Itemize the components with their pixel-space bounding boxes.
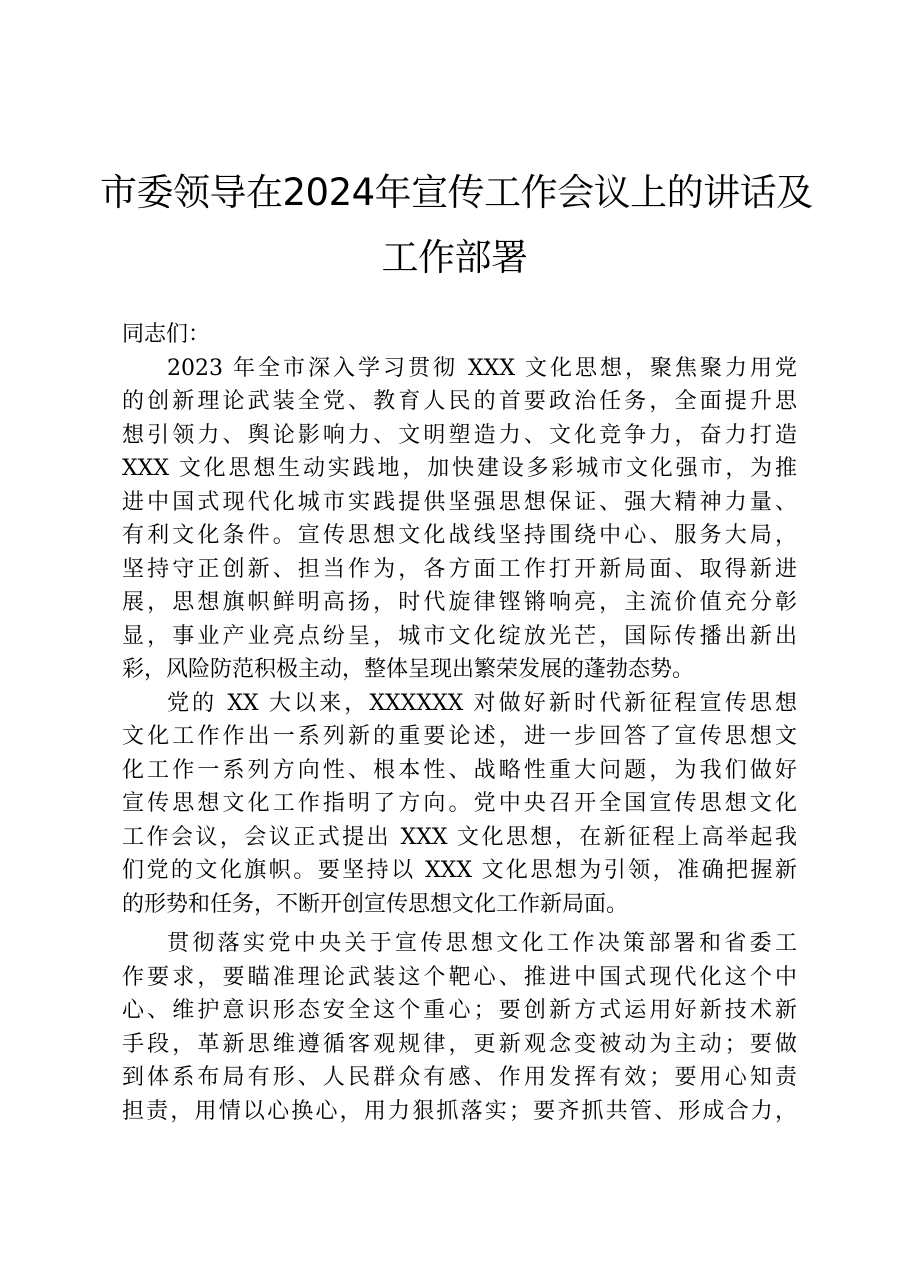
document-body <box>122 318 797 1128</box>
paragraph-line: 的形势和任务，不断开创宣传思想文化工作新局面。 <box>122 891 629 917</box>
paragraph-line: 党的 XX 大以来，XXXXXX 对做好新时代新征程宣传思想 <box>167 690 797 716</box>
paragraph-line: 贯彻落实党中央关于宣传思想文化工作决策部署和省委工 <box>167 931 797 956</box>
paragraph-2 <box>122 687 797 922</box>
document-title <box>100 160 813 290</box>
paragraph-line: 想引领力、舆论影响力、文明塑造力、文化竞争力，奋力打造 <box>122 422 797 448</box>
paragraph-line: 们党的文化旗帜。要坚持以 XXX 文化思想为引领，准确把握新 <box>122 858 797 883</box>
paragraph-line: 手段，革新思维遵循客观规律，更新观念变被动为主动；要做 <box>122 1031 797 1057</box>
title-line-2: 工作部署 <box>381 236 528 279</box>
paragraph-line: 进中国式现代化城市实践提供坚强思想保证、强大精神力量、 <box>122 489 797 515</box>
paragraph-line: 心、维护意识形态安全这个重心；要创新方式运用好新技术新 <box>122 998 797 1023</box>
paragraph-line: 显，事业产业亮点纷呈，城市文化绽放光芒，国际传播出新出 <box>122 623 797 649</box>
paragraph-line: XXX 文化思想生动实践地，加快建设多彩城市文化强市，为推 <box>122 456 797 481</box>
paragraph-line: 工作会议，会议正式提出 XXX 文化思想，在新征程上高举起我 <box>122 824 797 850</box>
paragraph-line: 2023 年全市深入学习贯彻 XXX 文化思想，聚焦聚力用党 <box>167 355 797 381</box>
paragraph-line: 彩，风险防范积极主动，整体呈现出繁荣发展的蓬勃态势。 <box>122 657 695 682</box>
paragraph-line: 展，思想旗帜鲜明高扬，时代旋律铿锵响亮，主流价值充分彰 <box>122 590 797 615</box>
title-line-1: 市委领导在2024年宣传工作会议上的讲话及 <box>100 171 813 214</box>
paragraph-line: 作要求，要瞄准理论武装这个靶心、推进中国式现代化这个中 <box>122 964 797 990</box>
paragraph-line: 担责，用情以心换心，用力狠抓落实；要齐抓共管、形成合力， <box>122 1098 797 1124</box>
paragraph-line: 到体系布局有形、人民群众有感、作用发挥有效；要用心知责 <box>122 1065 797 1090</box>
paragraph-line: 的创新理论武装全党、教育人民的首要政治任务，全面提升思 <box>122 389 797 414</box>
salutation: 同志们： <box>122 322 211 347</box>
paragraph-line: 化工作一系列方向性、根本性、战略性重大问题，为我们做好 <box>122 757 797 783</box>
paragraph-line: 坚持守正创新、担当作为，各方面工作打开新局面、取得新进 <box>122 556 797 582</box>
paragraph-line: 宣传思想文化工作指明了方向。党中央召开全国宣传思想文化 <box>122 791 797 816</box>
paragraph-line: 文化工作作出一系列新的重要论述，进一步回答了宣传思想文 <box>122 724 797 749</box>
paragraph-3 <box>122 927 797 1128</box>
paragraph-1 <box>122 352 797 687</box>
paragraph-line: 有利文化条件。宣传思想文化战线坚持围绕中心、服务大局， <box>122 523 797 548</box>
